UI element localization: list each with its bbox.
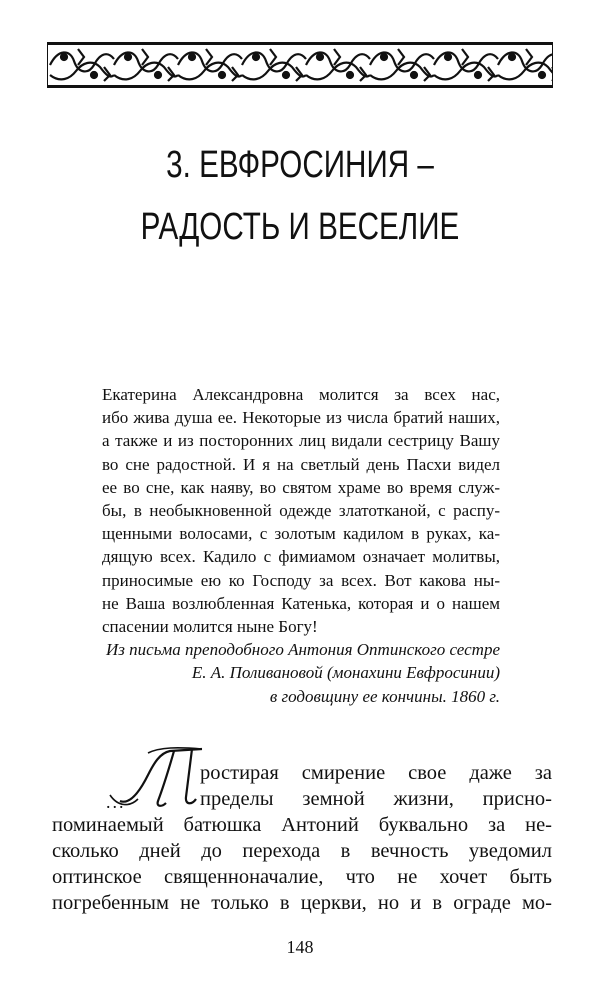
epigraph-line: спасении молится ныне Богу!	[102, 617, 318, 637]
epigraph-source-line: Е. А. Поливановой (монахини Евфросинии)	[191, 663, 500, 683]
epigraph-line: а также и из посторонних лиц видали сестрицу Вашу	[102, 431, 500, 451]
chapter-title-line-2: РАДОСТЬ И ВЕСЕЛИЕ	[140, 206, 460, 248]
page-number: 148	[286, 937, 314, 957]
chapter-title-line-1: 3. ЕВФРОСИНИЯ –	[166, 144, 434, 186]
body-text	[52, 760, 552, 916]
floral-border-icon	[48, 45, 552, 85]
epigraph-line: не Ваша возлюбленная Катенька, которая и о нашем	[102, 593, 500, 613]
drop-cap-letter: П	[138, 749, 183, 811]
chapter-title	[66, 134, 534, 258]
body-line: сколько дней до перехода в вечность уведомил	[52, 840, 552, 862]
epigraph-line: бы, в необыкновенной одежде златотканой, с распу-	[102, 501, 500, 521]
epigraph-line: приносимые ею ко Господу за всех. Вот какова ны-	[102, 570, 500, 590]
body-line: ростирая смирение свое даже за	[200, 762, 552, 784]
epigraph	[102, 383, 500, 708]
epigraph-line: дящую всех. Кадило с фимиамом означает молитвы,	[102, 547, 500, 567]
ornamental-header-border	[47, 42, 553, 88]
body-line: погребенным не только в церкви, но и в ограде мо-	[52, 892, 552, 914]
epigraph-line: ибо жива душа ее. Некоторые из числа братий наших,	[102, 408, 500, 428]
epigraph-line: Екатерина Александровна молится за всех нас,	[102, 385, 500, 404]
drop-cap-dots: ...	[106, 792, 126, 812]
epigraph-line: во сне радостной. И я на светлый день Пасхи видел	[102, 454, 500, 474]
epigraph-source-line: Из письма преподобного Антония Оптинского сестре	[105, 640, 500, 660]
body-line: оптинское священноначалие, что не хочет быть	[52, 866, 552, 888]
body-line: пределы земной жизни, присно-	[200, 788, 552, 810]
body-line: поминаемый батюшка Антоний буквально за не-	[52, 814, 552, 836]
epigraph-line: ее во сне, как наяву, во святом храме во время служ-	[102, 477, 500, 497]
epigraph-line: щенными волосами, с золотым кадилом в руках, ка-	[102, 524, 500, 544]
epigraph-source-line: в годовщину ее кончины. 1860 г.	[269, 686, 500, 706]
